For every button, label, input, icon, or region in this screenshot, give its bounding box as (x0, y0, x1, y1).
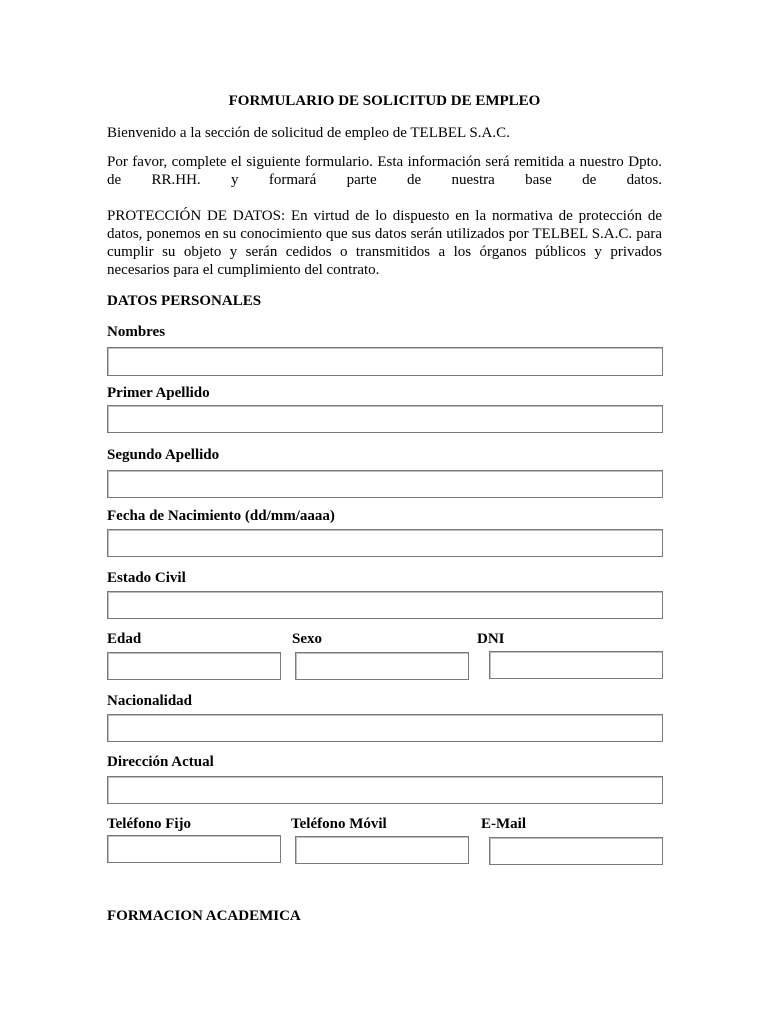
instructions-text: Por favor, complete el siguiente formulario. Esta información será remitida a nuestro Dpto. de RR.HH. y formará parte de nuestra base de datos. (107, 154, 662, 188)
nombres-label: Nombres (107, 324, 166, 340)
direccion-label: Dirección Actual (107, 754, 214, 770)
edad-label: Edad (107, 631, 142, 647)
page-title: FORMULARIO DE SOLICITUD DE EMPLEO (228, 93, 541, 109)
estado-civil-label: Estado Civil (107, 570, 186, 586)
direccion-input[interactable] (107, 776, 663, 804)
telefono-movil-input[interactable] (295, 836, 469, 864)
nacionalidad-label: Nacionalidad (107, 693, 193, 709)
estado-civil-input[interactable] (107, 591, 663, 619)
fecha-nacimiento-input[interactable] (107, 529, 663, 557)
dni-input[interactable] (489, 651, 663, 679)
dni-label: DNI (477, 631, 505, 647)
nombres-input[interactable] (107, 347, 663, 376)
email-input[interactable] (489, 837, 663, 865)
segundo-apellido-input[interactable] (107, 470, 663, 498)
privacy-notice: PROTECCIÓN DE DATOS: En virtud de lo dispuesto en la normativa de protección de datos, ponemos en su conocimiento que sus datos serán utilizados por TELBEL S.A.C. para cumplir su objeto y serán cedidos o transmitidos a los órganos públicos y privados necesarios para el cumplimiento del contrato. (107, 208, 662, 278)
telefono-fijo-input[interactable] (107, 835, 281, 863)
telefono-movil-label: Teléfono Móvil (291, 816, 387, 832)
telefono-fijo-label: Teléfono Fijo (107, 816, 192, 832)
sexo-label: Sexo (292, 631, 322, 647)
welcome-text: Bienvenido a la sección de solicitud de empleo de TELBEL S.A.C. (107, 125, 510, 141)
edad-input[interactable] (107, 652, 281, 680)
primer-apellido-label: Primer Apellido (107, 385, 210, 401)
email-label: E-Mail (481, 816, 526, 832)
nacionalidad-input[interactable] (107, 714, 663, 742)
section-heading-academic: FORMACION ACADEMICA (107, 908, 301, 924)
primer-apellido-input[interactable] (107, 405, 663, 433)
section-heading-personal: DATOS PERSONALES (107, 293, 262, 309)
segundo-apellido-label: Segundo Apellido (107, 447, 220, 463)
sexo-input[interactable] (295, 652, 469, 680)
fecha-nacimiento-label: Fecha de Nacimiento (dd/mm/aaaa) (107, 508, 335, 524)
